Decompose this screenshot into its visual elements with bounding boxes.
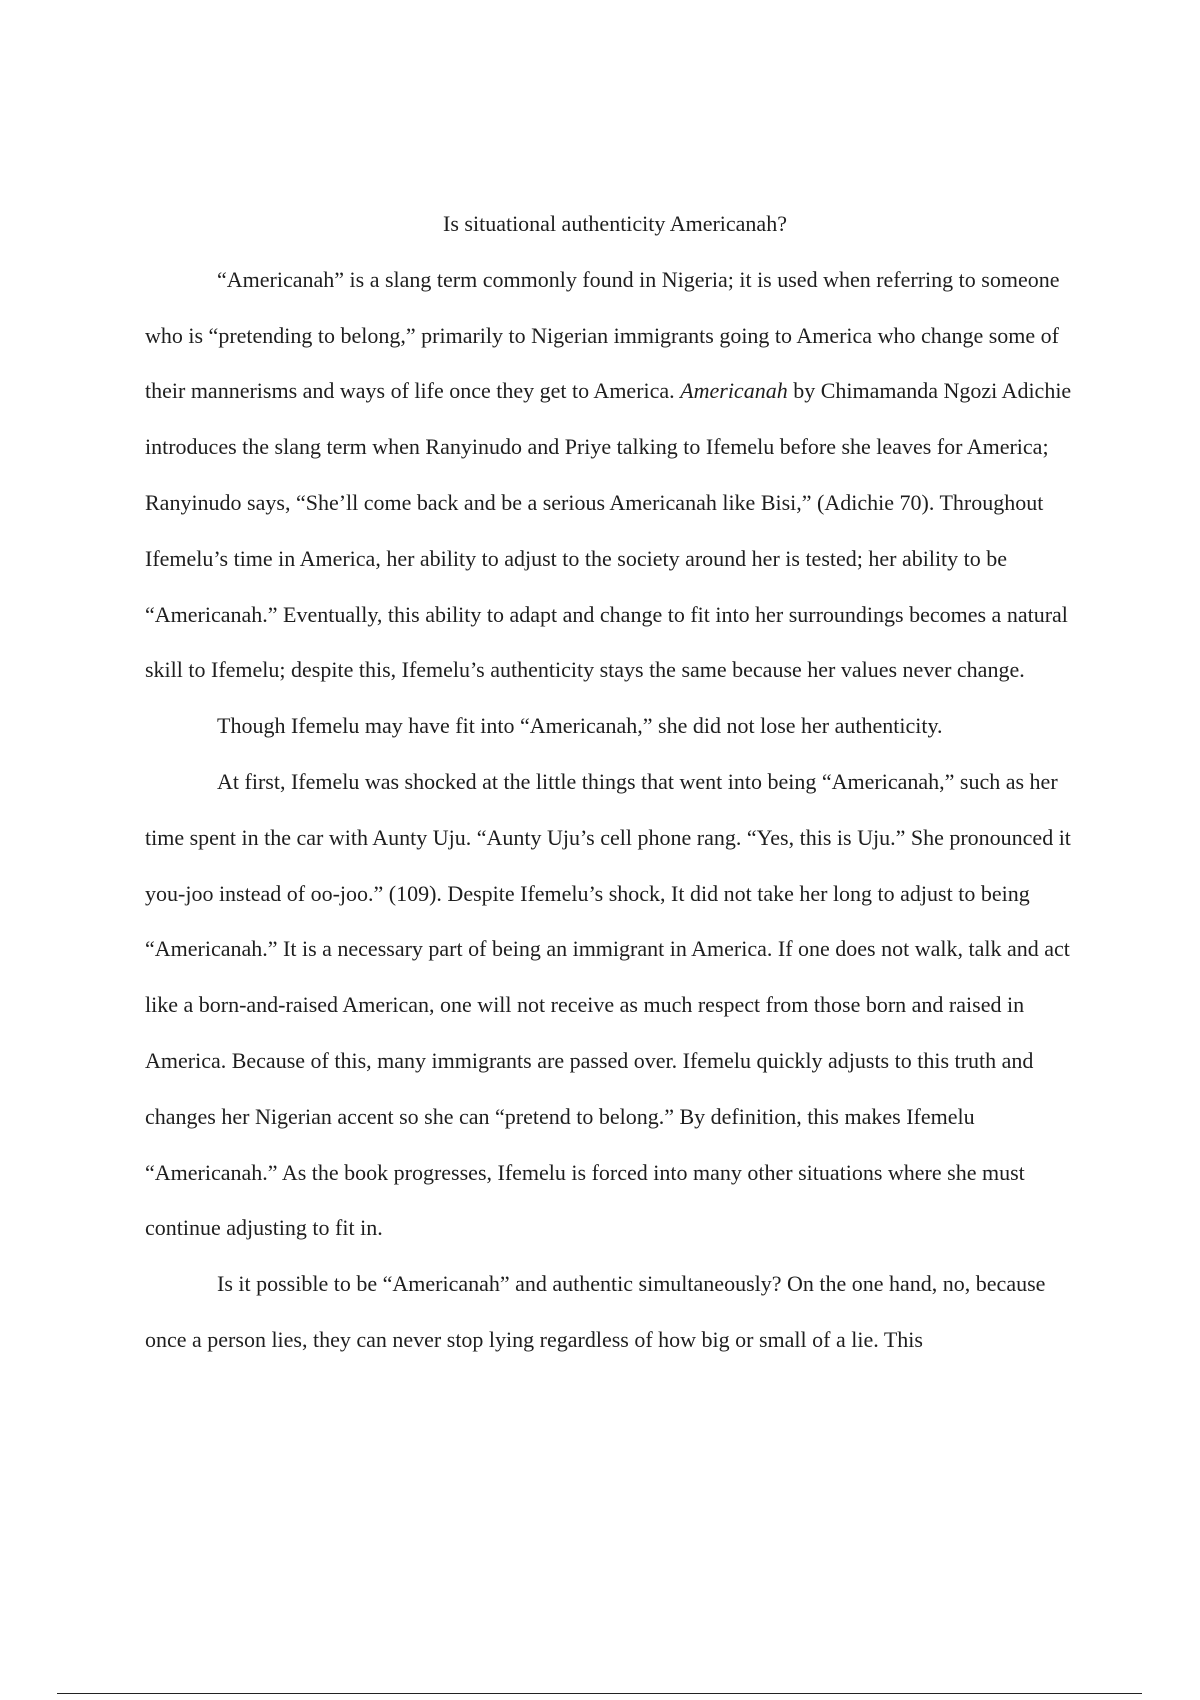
paragraph-1-text-end: by Chimamanda Ngozi Adichie introduces the slang term when Ranyinudo and Priye talking to Ifemelu before she leaves for America; Ranyinudo says, “She’ll come back and be a serious Americanah like Bisi,” (Adichie 70). Throughout Ifemelu’s time in America, her ability to adjust to the society around her is tested; her ability to be “Americanah.” Eventually, this ability to adapt and change to fit into her surroundings becomes a natural skill to Ifemelu; despite this, Ifemelu’s authenticity stays the same because her values never change. — [145, 378, 1072, 683]
paragraph-1 — [145, 252, 1085, 698]
book-title-italic: Americanah — [680, 378, 788, 404]
paragraph-2: Though Ifemelu may have fit into “Americanah,” she did not lose her authenticity. — [217, 713, 943, 739]
document-body — [145, 196, 1085, 1368]
document-title: Is situational authenticity Americanah? — [443, 211, 787, 236]
bottom-divider — [57, 1693, 1142, 1694]
paragraph-3: At first, Ifemelu was shocked at the little things that went into being “Americanah,” such as her time spent in the car with Aunty Uju. “Aunty Uju’s cell phone rang. “Yes, this is Uju.” She pronounced it you-joo instead of oo-joo.” (109). Despite Ifemelu’s shock, It did not take her long to adjust to being “Americanah.” It is a necessary part of being an immigrant in America. If one does not walk, talk and act like a born-and-raised American, one will not receive as much respect from those born and raised in America. Because of this, many immigrants are passed over. Ifemelu quickly adjusts to this truth and changes her Nigerian accent so she can “pretend to belong.” By definition, this makes Ifemelu “Americanah.” As the book progresses, Ifemelu is forced into many other situations where she must continue adjusting to fit in. — [145, 768, 1071, 1241]
paragraph-1-text-start: “Americanah” is a slang term commonly found in Nigeria; it is used when referring to someone who is “pretending to belong,” primarily to Nigerian immigrants going to America who change some of their mannerisms and ways of life once they get to America. — [145, 266, 1060, 404]
paragraph-4: Is it possible to be “Americanah” and authentic simultaneously? On the one hand, no, because once a person lies, they can never stop lying regardless of how big or small of a lie. This — [145, 1271, 1046, 1352]
